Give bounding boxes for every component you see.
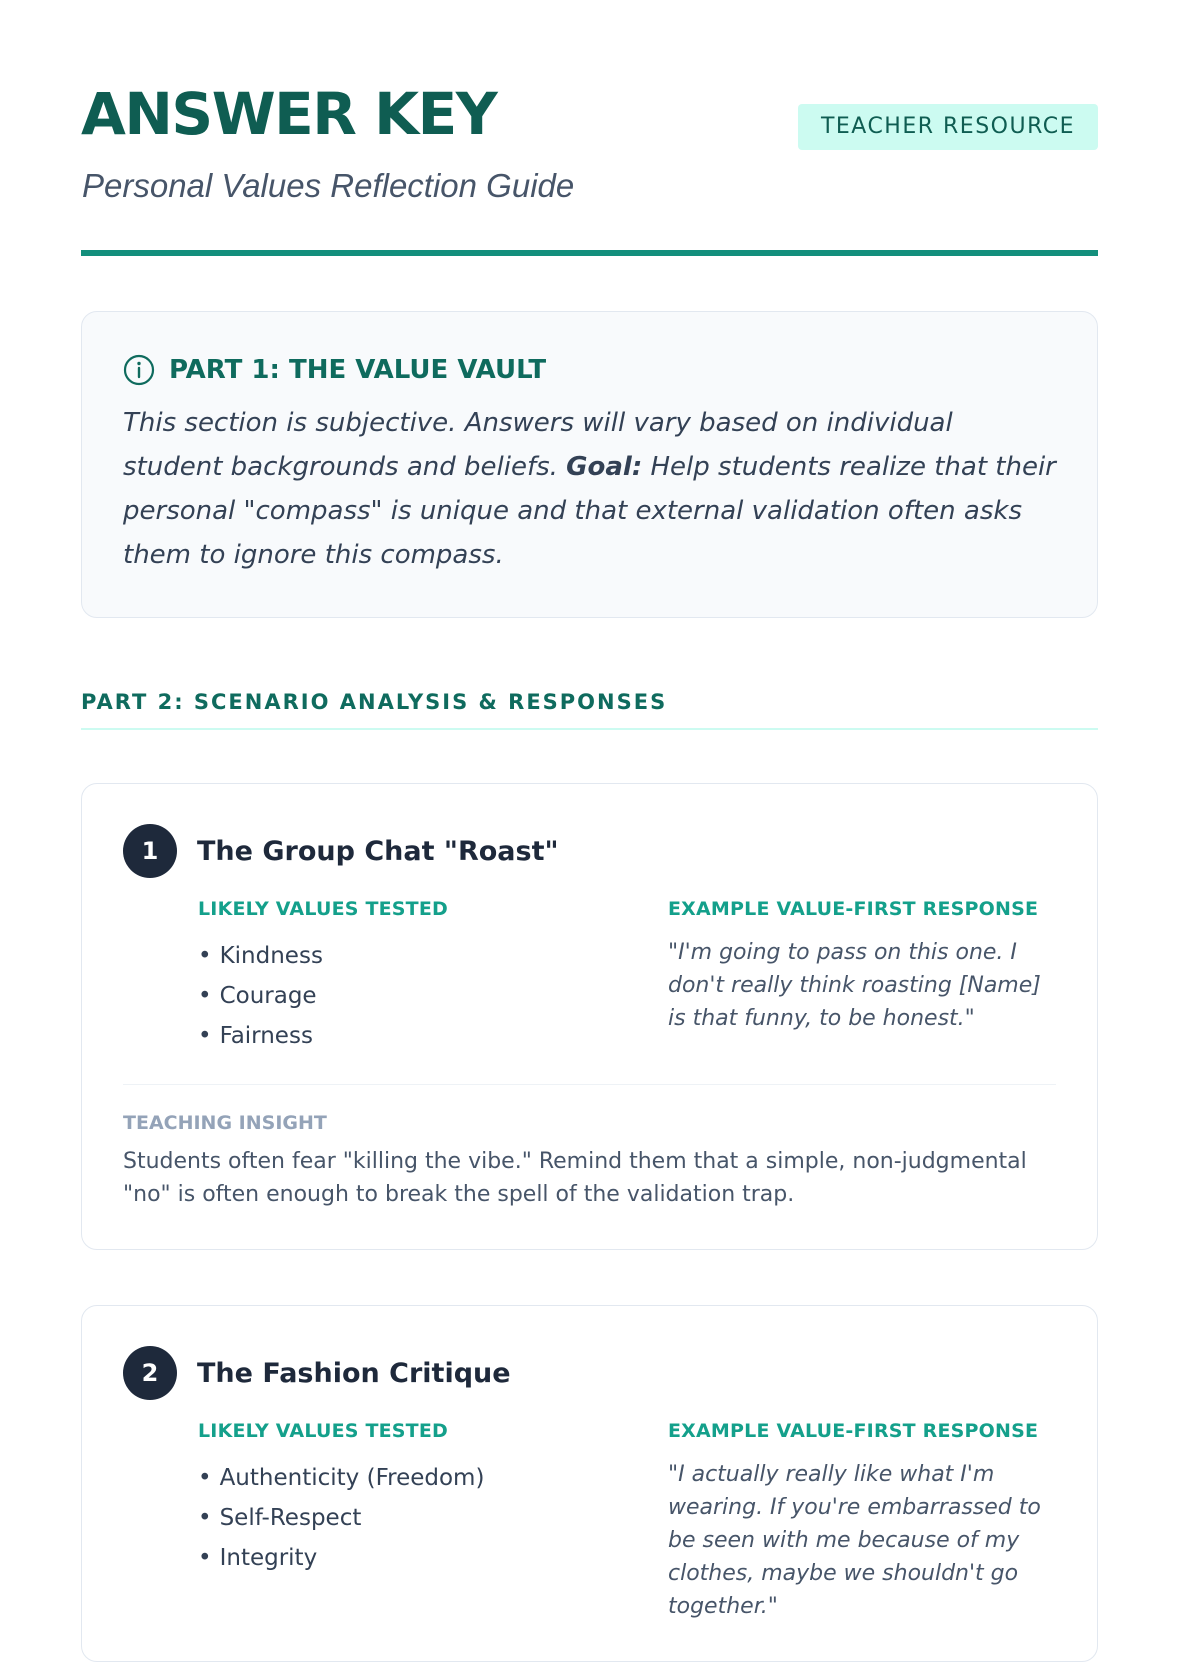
values-list (198, 936, 668, 1056)
header-divider (81, 250, 1098, 256)
scenario-title: The Group Chat "Roast" (197, 835, 559, 867)
values-column (198, 896, 668, 1056)
value-text: Integrity (219, 1545, 318, 1571)
part1-text-intro: This section is subjective. Answers will vary based on individual student backgrounds and beliefs. (123, 408, 953, 482)
list-item (198, 976, 668, 1016)
value-text: Authenticity (Freedom) (219, 1465, 485, 1491)
bullet: • (198, 1505, 212, 1531)
response-label: EXAMPLE VALUE-FIRST RESPONSE (668, 1420, 1039, 1442)
values-label: LIKELY VALUES TESTED (198, 1420, 448, 1442)
part1-box (81, 311, 1098, 618)
scenario-columns (123, 896, 1056, 1056)
part1-title: PART 1: THE VALUE VAULT (169, 355, 547, 385)
page-subtitle: Personal Values Reflection Guide (82, 167, 575, 204)
response-column (668, 1418, 1056, 1623)
scenario-title: The Fashion Critique (197, 1357, 511, 1389)
scenario-number-badge: 1 (123, 824, 177, 878)
list-item (198, 1458, 668, 1498)
list-item (198, 1016, 668, 1056)
list-item (198, 1498, 668, 1538)
response-label: EXAMPLE VALUE-FIRST RESPONSE (668, 898, 1039, 920)
part1-text (123, 401, 1056, 577)
bullet: • (198, 983, 212, 1009)
list-item (198, 1538, 668, 1578)
scenario-card (81, 1305, 1098, 1662)
card-divider (123, 1084, 1056, 1085)
value-text: Kindness (219, 943, 323, 969)
values-column (198, 1418, 668, 1623)
list-item (198, 936, 668, 976)
bullet: • (198, 1465, 212, 1491)
scenario-heading (123, 824, 1056, 878)
values-list (198, 1458, 668, 1578)
info-icon (123, 354, 155, 386)
bullet: • (198, 1545, 212, 1571)
example-response: "I actually really like what I'm wearing. If you're embarrassed to be seen with me because of my clothes, maybe we shouldn't go together." (668, 1462, 1041, 1619)
response-column (668, 896, 1056, 1056)
bullet: • (198, 1023, 212, 1049)
insight-label: TEACHING INSIGHT (123, 1112, 327, 1134)
value-text: Self-Respect (219, 1505, 362, 1531)
value-text: Fairness (219, 1023, 313, 1049)
part1-text-goal: Help students realize that their personal "compass" is unique and that external validation often asks them to ignore this compass. (123, 452, 1056, 570)
bullet: • (198, 943, 212, 969)
page-title: ANSWER KEY (81, 80, 497, 148)
scenario-card (81, 783, 1098, 1250)
header (81, 0, 1098, 258)
example-response: "I'm going to pass on this one. I don't really think roasting [Name] is that funny, to be honest." (668, 940, 1041, 1031)
insight-text: Students often fear "killing the vibe." Remind them that a simple, non-judgmental "no" is often enough to break the spell of the validation trap. (123, 1149, 1027, 1207)
teacher-resource-badge: TEACHER RESOURCE (798, 104, 1098, 150)
values-label: LIKELY VALUES TESTED (198, 898, 448, 920)
goal-label: Goal: (566, 452, 643, 482)
scenario-number-badge: 2 (123, 1346, 177, 1400)
value-text: Courage (219, 983, 317, 1009)
scenario-columns (123, 1418, 1056, 1623)
part2-heading: PART 2: SCENARIO ANALYSIS & RESPONSES (81, 690, 1098, 730)
part1-heading (123, 355, 1056, 385)
scenario-heading (123, 1346, 1056, 1400)
